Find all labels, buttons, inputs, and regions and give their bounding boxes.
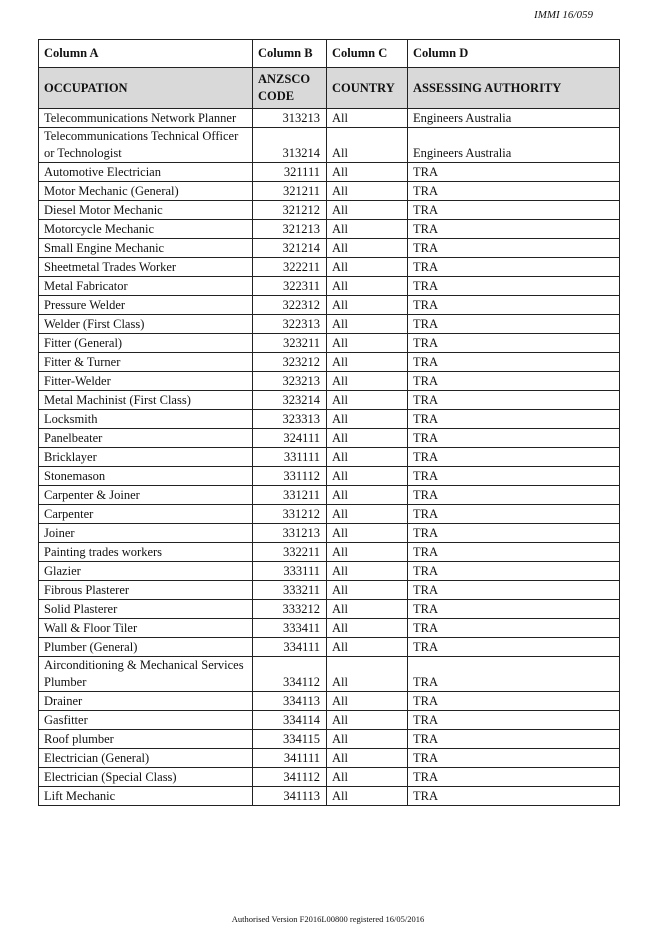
assessing-authority-cell: TRA	[408, 692, 620, 711]
assessing-authority-cell: TRA	[408, 600, 620, 619]
occupation-cell: Electrician (Special Class)	[39, 768, 253, 787]
occupation-cell: Fibrous Plasterer	[39, 581, 253, 600]
assessing-authority-cell: TRA	[408, 334, 620, 353]
country-cell: All	[327, 410, 408, 429]
anzsco-code-cell: 334115	[253, 730, 327, 749]
occupation-cell: Small Engine Mechanic	[39, 239, 253, 258]
occupation-cell: Electrician (General)	[39, 749, 253, 768]
country-cell: All	[327, 768, 408, 787]
occupation-table	[38, 39, 620, 806]
table-row	[39, 334, 620, 353]
country-cell: All	[327, 258, 408, 277]
table-row	[39, 277, 620, 296]
country-cell: All	[327, 486, 408, 505]
assessing-authority-cell: TRA	[408, 768, 620, 787]
country-cell: All	[327, 467, 408, 486]
table-row	[39, 182, 620, 201]
occupation-cell: Gasfitter	[39, 711, 253, 730]
anzsco-code-cell: 334113	[253, 692, 327, 711]
column-b-heading: Column B	[253, 40, 327, 68]
column-d-heading: Column D	[408, 40, 620, 68]
table-row	[39, 562, 620, 581]
table-row	[39, 638, 620, 657]
anzsco-code-cell: 322211	[253, 258, 327, 277]
table-row	[39, 524, 620, 543]
anzsco-code-cell: 331111	[253, 448, 327, 467]
country-cell: All	[327, 201, 408, 220]
column-c-heading: Column C	[327, 40, 408, 68]
occupation-cell: Pressure Welder	[39, 296, 253, 315]
anzsco-code-cell: 323211	[253, 334, 327, 353]
occupation-cell: Joiner	[39, 524, 253, 543]
table-row	[39, 201, 620, 220]
table-header	[39, 40, 620, 109]
country-cell: All	[327, 543, 408, 562]
country-cell: All	[327, 787, 408, 806]
country-cell: All	[327, 182, 408, 201]
country-cell: All	[327, 128, 408, 163]
assessing-authority-cell: TRA	[408, 562, 620, 581]
assessing-authority-cell: TRA	[408, 182, 620, 201]
occupation-cell: Carpenter	[39, 505, 253, 524]
occupation-cell: Locksmith	[39, 410, 253, 429]
country-cell: All	[327, 220, 408, 239]
assessing-authority-cell: TRA	[408, 296, 620, 315]
anzsco-code-cell: 324111	[253, 429, 327, 448]
table-row	[39, 429, 620, 448]
table-row	[39, 505, 620, 524]
column-letter-row	[39, 40, 620, 68]
anzsco-code-cell: 341112	[253, 768, 327, 787]
assessing-authority-cell: TRA	[408, 730, 620, 749]
table-row	[39, 657, 620, 692]
table-row	[39, 372, 620, 391]
anzsco-code-cell: 321214	[253, 239, 327, 258]
anzsco-code-cell: 313214	[253, 128, 327, 163]
assessing-authority-cell: TRA	[408, 429, 620, 448]
assessing-authority-cell: TRA	[408, 372, 620, 391]
table-body	[39, 109, 620, 806]
country-cell: All	[327, 429, 408, 448]
country-cell: All	[327, 581, 408, 600]
occupation-cell: Telecommunications Network Planner	[39, 109, 253, 128]
authorised-version-footer: Authorised Version F2016L00800 registered 16/05/2016	[231, 914, 425, 924]
table-row	[39, 711, 620, 730]
anzsco-code-cell: 331213	[253, 524, 327, 543]
country-cell: All	[327, 109, 408, 128]
table-row	[39, 353, 620, 372]
anzsco-code-cell: 323213	[253, 372, 327, 391]
table-row	[39, 787, 620, 806]
occupation-cell: Motorcycle Mechanic	[39, 220, 253, 239]
table-row	[39, 486, 620, 505]
occupation-cell: Fitter & Turner	[39, 353, 253, 372]
assessing-authority-cell: TRA	[408, 543, 620, 562]
anzsco-code-cell: 313213	[253, 109, 327, 128]
table-row	[39, 220, 620, 239]
table-row	[39, 619, 620, 638]
table-row	[39, 448, 620, 467]
table-row	[39, 600, 620, 619]
occupation-cell: Solid Plasterer	[39, 600, 253, 619]
table-row	[39, 768, 620, 787]
occupation-cell: Sheetmetal Trades Worker	[39, 258, 253, 277]
anzsco-code-cell: 323212	[253, 353, 327, 372]
occupation-cell: Plumber (General)	[39, 638, 253, 657]
country-cell: All	[327, 524, 408, 543]
anzsco-code-cell: 321212	[253, 201, 327, 220]
assessing-authority-cell: TRA	[408, 277, 620, 296]
assessing-authority-cell: TRA	[408, 581, 620, 600]
assessing-authority-cell: TRA	[408, 315, 620, 334]
assessing-authority-cell: TRA	[408, 220, 620, 239]
assessing-authority-cell: TRA	[408, 391, 620, 410]
anzsco-code-cell: 331112	[253, 467, 327, 486]
anzsco-code-cell: 333111	[253, 562, 327, 581]
country-cell: All	[327, 730, 408, 749]
document-reference: IMMI 16/059	[534, 9, 593, 21]
anzsco-code-cell: 321111	[253, 163, 327, 182]
table-row	[39, 128, 620, 163]
occupation-cell: Fitter-Welder	[39, 372, 253, 391]
country-cell: All	[327, 711, 408, 730]
assessing-authority-cell: Engineers Australia	[408, 109, 620, 128]
country-cell: All	[327, 749, 408, 768]
anzsco-code-cell: 331211	[253, 486, 327, 505]
assessing-authority-cell: TRA	[408, 486, 620, 505]
anzsco-code-cell: 341111	[253, 749, 327, 768]
assessing-authority-cell: TRA	[408, 239, 620, 258]
assessing-authority-cell: TRA	[408, 619, 620, 638]
country-cell: All	[327, 692, 408, 711]
anzsco-code-cell: 334114	[253, 711, 327, 730]
assessing-authority-cell: TRA	[408, 505, 620, 524]
assessing-authority-cell: TRA	[408, 410, 620, 429]
country-cell: All	[327, 334, 408, 353]
assessing-authority-cell: TRA	[408, 448, 620, 467]
table-row	[39, 109, 620, 128]
table-row	[39, 258, 620, 277]
occupation-title: OCCUPATION	[39, 68, 253, 109]
occupation-cell: Bricklayer	[39, 448, 253, 467]
anzsco-code-cell: 323313	[253, 410, 327, 429]
occupation-cell: Diesel Motor Mechanic	[39, 201, 253, 220]
table-row	[39, 296, 620, 315]
country-cell: All	[327, 353, 408, 372]
anzsco-code-cell: 333411	[253, 619, 327, 638]
occupation-cell: Metal Machinist (First Class)	[39, 391, 253, 410]
assessing-authority-cell: TRA	[408, 787, 620, 806]
anzsco-code-cell: 331212	[253, 505, 327, 524]
assessing-authority-cell: Engineers Australia	[408, 128, 620, 163]
table-row	[39, 410, 620, 429]
country-cell: All	[327, 239, 408, 258]
table-row	[39, 749, 620, 768]
anzsco-code-cell: 322313	[253, 315, 327, 334]
occupation-cell: Panelbeater	[39, 429, 253, 448]
assessing-authority-cell: TRA	[408, 467, 620, 486]
anzsco-code-cell: 333211	[253, 581, 327, 600]
table-row	[39, 581, 620, 600]
country-title: COUNTRY	[327, 68, 408, 109]
occupation-cell: Fitter (General)	[39, 334, 253, 353]
country-cell: All	[327, 638, 408, 657]
country-cell: All	[327, 619, 408, 638]
table-row	[39, 467, 620, 486]
assessing-authority-cell: TRA	[408, 749, 620, 768]
table-row	[39, 692, 620, 711]
occupation-cell: Telecommunications Technical Officer or Technologist	[39, 128, 253, 163]
column-title-row	[39, 68, 620, 109]
assessing-authority-cell: TRA	[408, 258, 620, 277]
table-row	[39, 391, 620, 410]
anzsco-code-cell: 321213	[253, 220, 327, 239]
occupation-cell: Stonemason	[39, 467, 253, 486]
assessing-authority-cell: TRA	[408, 657, 620, 692]
table-row	[39, 239, 620, 258]
anzsco-code-cell: 332211	[253, 543, 327, 562]
anzsco-code-cell: 322311	[253, 277, 327, 296]
assessing-authority-cell: TRA	[408, 524, 620, 543]
occupation-cell: Painting trades workers	[39, 543, 253, 562]
assessing-authority-cell: TRA	[408, 711, 620, 730]
assessing-authority-cell: TRA	[408, 638, 620, 657]
country-cell: All	[327, 600, 408, 619]
occupation-cell: Metal Fabricator	[39, 277, 253, 296]
country-cell: All	[327, 657, 408, 692]
occupation-cell: Motor Mechanic (General)	[39, 182, 253, 201]
column-a-heading: Column A	[39, 40, 253, 68]
country-cell: All	[327, 372, 408, 391]
occupation-cell: Lift Mechanic	[39, 787, 253, 806]
country-cell: All	[327, 296, 408, 315]
anzsco-code-cell: 341113	[253, 787, 327, 806]
occupation-cell: Wall & Floor Tiler	[39, 619, 253, 638]
occupation-cell: Carpenter & Joiner	[39, 486, 253, 505]
assessing-authority-cell: TRA	[408, 353, 620, 372]
anzsco-code-cell: 322312	[253, 296, 327, 315]
table-row	[39, 163, 620, 182]
assessing-authority-title: ASSESSING AUTHORITY	[408, 68, 620, 109]
occupation-cell: Drainer	[39, 692, 253, 711]
occupation-cell: Roof plumber	[39, 730, 253, 749]
country-cell: All	[327, 448, 408, 467]
country-cell: All	[327, 277, 408, 296]
country-cell: All	[327, 391, 408, 410]
assessing-authority-cell: TRA	[408, 201, 620, 220]
country-cell: All	[327, 163, 408, 182]
occupation-cell: Automotive Electrician	[39, 163, 253, 182]
anzsco-code-cell: 323214	[253, 391, 327, 410]
table-row	[39, 315, 620, 334]
anzsco-code-cell: 334111	[253, 638, 327, 657]
country-cell: All	[327, 562, 408, 581]
assessing-authority-cell: TRA	[408, 163, 620, 182]
country-cell: All	[327, 315, 408, 334]
occupation-cell: Welder (First Class)	[39, 315, 253, 334]
anzsco-code-title: ANZSCO CODE	[253, 68, 327, 109]
anzsco-code-cell: 333212	[253, 600, 327, 619]
table-row	[39, 730, 620, 749]
anzsco-code-cell: 334112	[253, 657, 327, 692]
occupation-cell: Glazier	[39, 562, 253, 581]
country-cell: All	[327, 505, 408, 524]
anzsco-code-cell: 321211	[253, 182, 327, 201]
occupation-cell: Airconditioning & Mechanical Services Plumber	[39, 657, 253, 692]
table-row	[39, 543, 620, 562]
